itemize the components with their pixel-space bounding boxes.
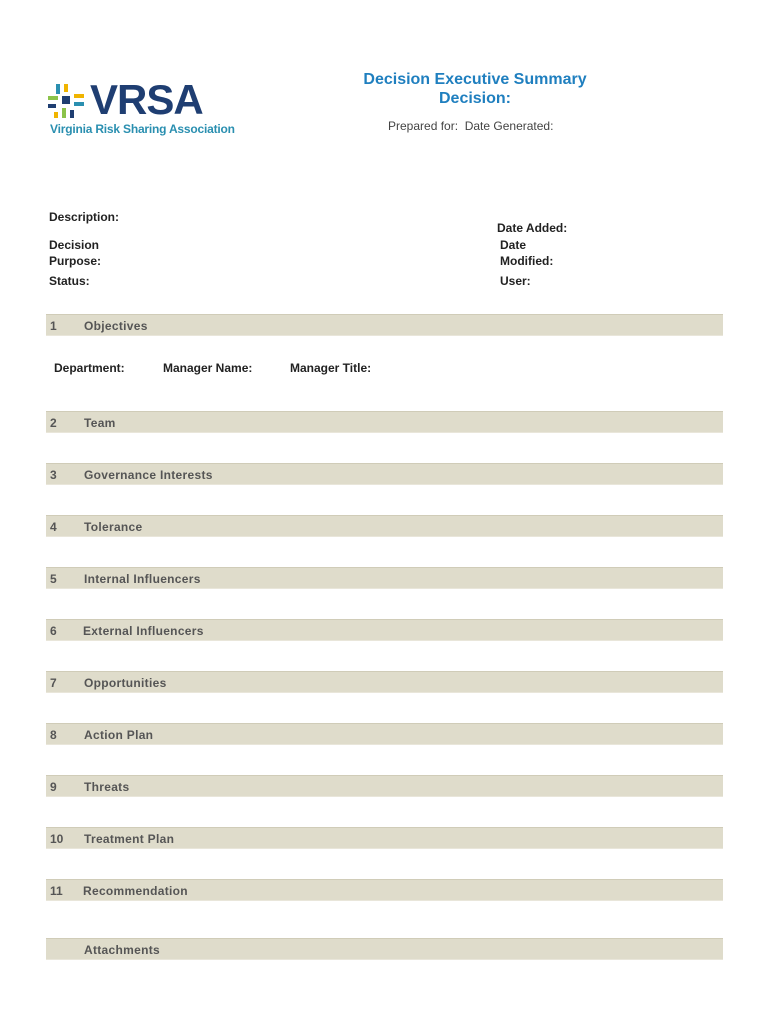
status-label: Status: — [49, 274, 90, 288]
section-governance-interests — [46, 463, 723, 485]
date-label: Date — [500, 238, 527, 252]
vrsa-logo-mark-icon — [48, 84, 84, 120]
department-label: Department: — [54, 361, 125, 375]
prepared-for-label: Prepared for: — [388, 119, 459, 133]
document-title: Decision Executive Summary — [363, 71, 587, 88]
section-title: Governance Interests — [84, 468, 213, 482]
section-action-plan — [46, 723, 723, 745]
section-attachments — [46, 938, 723, 960]
section-number: 1 — [50, 319, 57, 333]
manager-title-label: Manager Title: — [290, 361, 372, 375]
section-number: 2 — [50, 416, 57, 430]
section-number: 3 — [50, 468, 57, 482]
decision-label: Decision — [49, 238, 100, 252]
section-objectives — [46, 314, 723, 336]
description-label: Description: — [49, 210, 120, 224]
section-title: Attachments — [84, 943, 160, 957]
section-title: External Influencers — [83, 624, 204, 638]
section-title: Tolerance — [84, 520, 143, 534]
logo-wordmark: VRSA — [90, 76, 203, 123]
logo-subtitle: Virginia Risk Sharing Association — [50, 122, 235, 136]
section-external-influencers — [46, 619, 723, 641]
section-number: 4 — [50, 520, 57, 534]
document-title-block — [330, 70, 620, 108]
section-number: 11 — [50, 884, 63, 898]
section-title: Opportunities — [84, 676, 167, 690]
section-number: 5 — [50, 572, 57, 586]
section-treatment-plan — [46, 827, 723, 849]
section-threats — [46, 775, 723, 797]
section-title: Objectives — [84, 319, 148, 333]
section-number: 6 — [50, 624, 57, 638]
decision-subtitle: Decision: — [438, 90, 511, 107]
section-number: 8 — [50, 728, 57, 742]
prepared-line — [388, 119, 553, 133]
section-number: 10 — [50, 832, 64, 846]
section-internal-influencers — [46, 567, 723, 589]
date-generated-label: Date Generated: — [464, 119, 554, 133]
section-team — [46, 411, 723, 433]
purpose-label: Purpose: — [49, 254, 102, 268]
section-title: Treatment Plan — [84, 832, 175, 846]
section-recommendation — [46, 879, 723, 901]
section-number: 7 — [50, 676, 57, 690]
section-title: Internal Influencers — [84, 572, 201, 586]
section-tolerance — [46, 515, 723, 537]
section-title: Team — [84, 416, 116, 430]
section-title: Action Plan — [84, 728, 154, 742]
date-added-label: Date Added: — [497, 221, 568, 235]
section-number: 9 — [50, 780, 57, 794]
section-opportunities — [46, 671, 723, 693]
user-label: User: — [500, 274, 531, 288]
vrsa-logo — [48, 76, 235, 140]
modified-label: Modified: — [500, 254, 554, 268]
section-title: Recommendation — [83, 884, 188, 898]
manager-name-label: Manager Name: — [163, 361, 253, 375]
section-title: Threats — [84, 780, 130, 794]
